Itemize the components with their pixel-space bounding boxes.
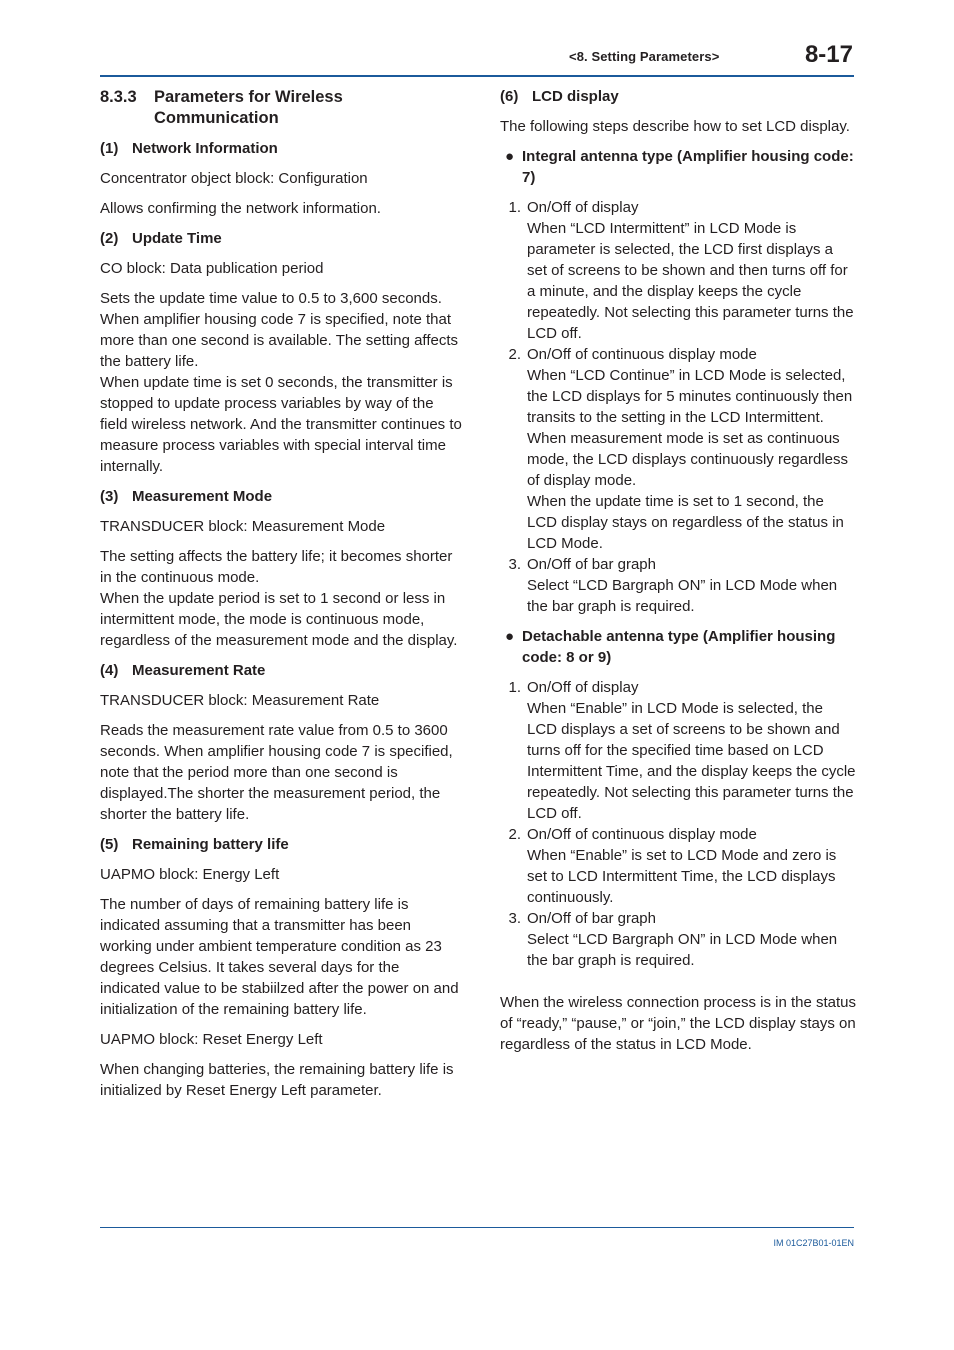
subsection-measurement-rate: (4) Measurement Rate xyxy=(100,662,266,679)
right-column xyxy=(500,86,856,1064)
paragraph: TRANSDUCER block: Measurement Rate xyxy=(100,692,380,709)
paragraph: The following steps describe how to set LCD display. xyxy=(500,118,850,135)
paragraph: UAPMO block: Energy Left xyxy=(100,866,280,883)
subsection-measurement-mode: (3) Measurement Mode xyxy=(100,488,273,505)
paragraph: Reads the measurement rate value from 0.5 to 3600 seconds. When amplifier housing code 7 is specified, note that the period more than one second is displayed.The shorter the measurement period, the shorter the battery life. xyxy=(100,722,453,823)
left-column xyxy=(100,86,462,1110)
footer-rule xyxy=(100,1227,854,1228)
list-item: 1. On/Off of display When “LCD Intermittent” in LCD Mode is parameter is selected, the LCD first displays a set of screens to be shown and then turns off for a minute, and the display keeps the cycle repeatedly. Not selecting this parameter turns the LCD off. xyxy=(508,199,854,342)
list-item: 1. On/Off of display When “Enable” in LCD Mode is selected, the LCD displays a set of screens to be shown and turns off for the specified time based on LCD Intermittent Time, and the display keeps the cycle repeatedly. Not selecting this parameter turns the LCD off. xyxy=(508,679,856,822)
paragraph: Allows confirming the network information. xyxy=(100,200,381,217)
paragraph: When the wireless connection process is in the status of “ready,” “pause,” or “join,” the LCD display stays on regardless of the status in LCD Mode. xyxy=(500,994,857,1053)
list-item: 2. On/Off of continuous display mode When “Enable” is set to LCD Mode and zero is set to LCD Intermittent Time, the LCD displays continuously. xyxy=(508,826,837,906)
list-item: 2. On/Off of continuous display mode When “LCD Continue” in LCD Mode is selected, the LCD displays for 5 minutes continuously then transits to the setting in the LCD Intermittent. When measurement mode is set as continuous mode, the LCD displays continuously regardless of display mode. When the update time is set to 1 second, the LCD display stays on regardless of the status in LCD Mode. xyxy=(508,346,853,552)
paragraph: When update time is set 0 seconds, the transmitter is stopped to update process variables by way of the field wireless network. And the transmitter continues to measure process variables with special interval time internally. xyxy=(100,374,462,475)
paragraph: TRANSDUCER block: Measurement Mode xyxy=(100,518,386,535)
header-rule xyxy=(100,75,854,77)
list-item: 3. On/Off of bar graph Select “LCD Bargraph ON” in LCD Mode when the bar graph is required. xyxy=(508,556,838,615)
list-item: 3. On/Off of bar graph Select “LCD Bargraph ON” in LCD Mode when the bar graph is required. xyxy=(508,910,838,969)
subsection-lcd-display: (6) LCD display xyxy=(500,88,619,105)
bullet-icon: ● xyxy=(505,628,515,645)
bullet-integral-antenna: ● Integral antenna type (Amplifier housing code: 7) xyxy=(500,146,856,188)
paragraph: Concentrator object block: Configuration xyxy=(100,170,368,187)
steps-list-integral xyxy=(500,197,856,617)
page-number: 8-17 xyxy=(804,41,853,68)
steps-list-detachable xyxy=(500,677,856,971)
paragraph: CO block: Data publication period xyxy=(100,260,324,277)
section-heading xyxy=(100,87,462,129)
paragraph: The number of days of remaining battery life is indicated assuming that a transmitter has been working under ambient temperature condition as 23 degrees Celsius. It takes several days for the indicated value to be stabiilzed after the power on and initialization of the remaining battery life. xyxy=(100,896,459,1018)
paragraph: When changing batteries, the remaining battery life is initialized by Reset Energy Left parameter. xyxy=(100,1061,454,1099)
subsection-remaining-battery-life: (5) Remaining battery life xyxy=(100,836,289,853)
paragraph: The setting affects the battery life; it becomes shorter in the continuous mode. xyxy=(100,548,453,586)
paragraph: UAPMO block: Reset Energy Left xyxy=(100,1031,323,1048)
paragraph: Sets the update time value to 0.5 to 3,600 seconds. When amplifier housing code 7 is specified, note that more than one second is available. The setting affects the battery life. xyxy=(100,290,459,370)
paragraph: When the update period is set to 1 second or less in intermittent mode, the mode is continuous mode, regardless of the measurement mode and the display. xyxy=(100,590,458,649)
subsection-network-information: (1) Network Information xyxy=(100,140,278,157)
subsection-update-time: (2) Update Time xyxy=(100,230,222,247)
document-code: IM 01C27B01-01EN xyxy=(773,1238,854,1248)
bullet-detachable-antenna: ● Detachable antenna type (Amplifier housing code: 8 or 9) xyxy=(500,626,856,668)
header-section-title: <8. Setting Parameters> xyxy=(569,49,720,64)
section-number: 8.3.3 xyxy=(100,88,137,106)
section-title: Parameters for Wireless Communication xyxy=(154,88,343,127)
bullet-icon: ● xyxy=(505,148,515,165)
